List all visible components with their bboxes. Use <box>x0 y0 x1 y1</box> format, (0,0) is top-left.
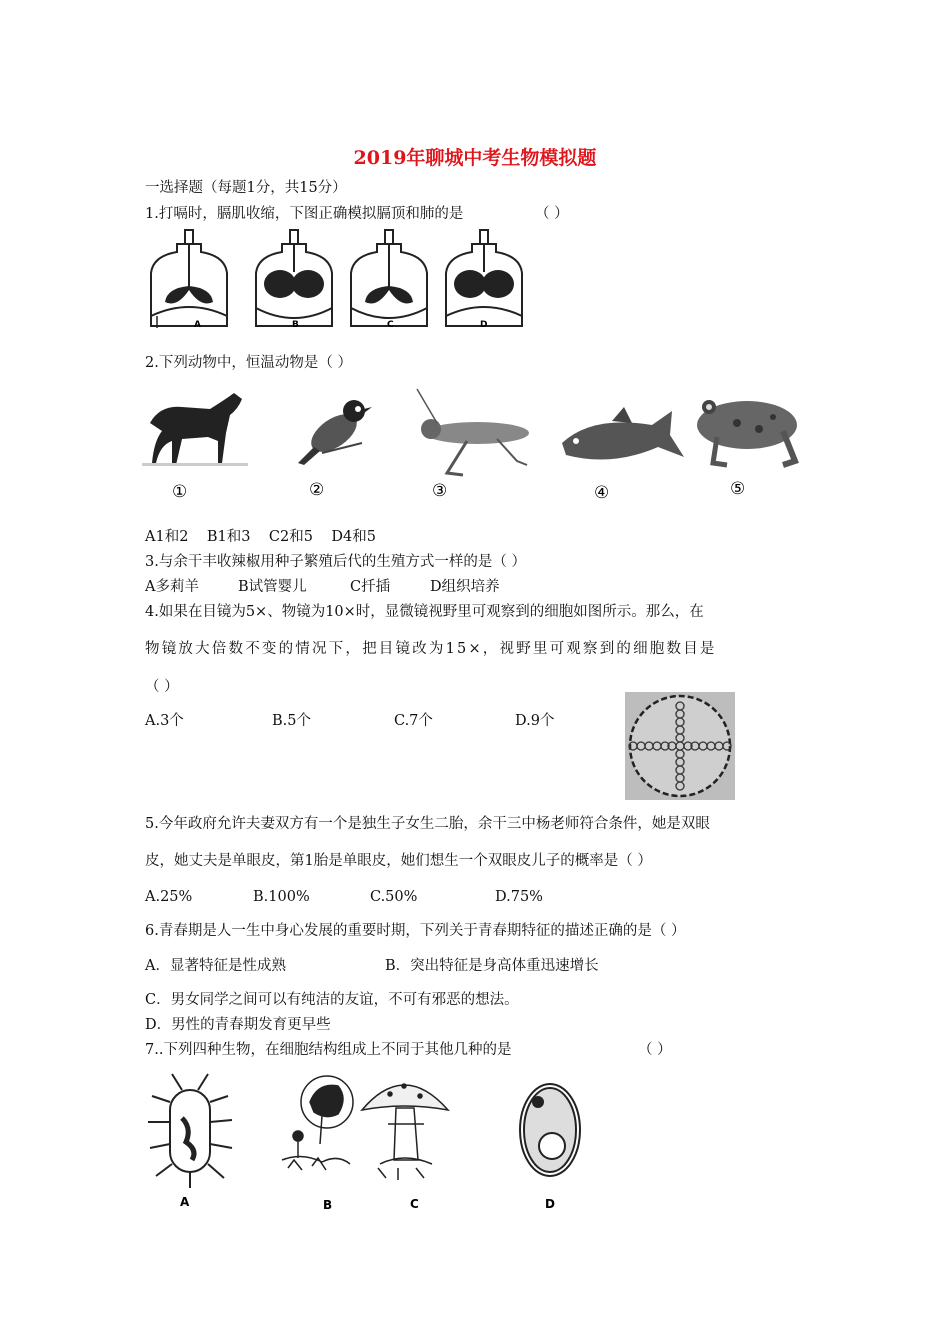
q6-stem: 6.青春期是人一生中身心发展的重要时期，下列关于青春期特征的描述正确的是（ ） <box>145 923 686 939</box>
q2-num-4: ④ <box>594 483 610 503</box>
q5-line1: 5.今年政府允许夫妻双方有一个是独生子女生二胎，余干三中杨老师符合条件，她是双眼 <box>145 816 710 832</box>
q7-label-c: C <box>410 1197 419 1211</box>
q2-animals-figure <box>142 385 812 505</box>
q5-option-c: C.50% <box>370 889 418 905</box>
q3-stem: 3.与余干丰收辣椒用种子繁殖后代的生殖方式一样的是（ ） <box>145 554 526 570</box>
q2-num-1: ① <box>172 482 188 502</box>
mushroom-icon <box>362 1084 448 1180</box>
q6-option-c: C．男女同学之间可以有纯洁的友谊，不可有邪恶的想法。 <box>145 992 519 1008</box>
frog-icon <box>697 400 797 465</box>
q6-option-d: D．男性的青春期发育更早些 <box>145 1017 331 1033</box>
q7-label-a: A <box>180 1195 190 1209</box>
q5-option-d: D.75% <box>495 889 543 905</box>
q2-num-3: ③ <box>432 481 448 501</box>
q3-option-c: C扦插 <box>350 579 391 595</box>
q7-paren: （ ） <box>638 1042 672 1058</box>
q2-num-5: ⑤ <box>730 479 746 499</box>
q4-option-d: D.9个 <box>515 713 555 729</box>
q7-stem: 7..下列四种生物，在细胞结构组成上不同于其他几种的是 <box>145 1042 512 1058</box>
q3-option-d: D组织培养 <box>430 579 500 595</box>
q4-paren: （ ） <box>145 679 179 695</box>
bell-jar-c <box>351 230 427 326</box>
q4-line2: 物镜放大倍数不变的情况下，把目镜改为15×，视野里可观察到的细胞数目是 <box>145 641 717 657</box>
q6-option-b: B．突出特征是身高体重迅速增长 <box>385 958 599 974</box>
bell-jar-a <box>151 230 227 328</box>
q7-organisms-figure <box>142 1068 602 1213</box>
bird-icon <box>298 400 372 465</box>
q7-label-b: B <box>323 1198 333 1212</box>
page-title: 2019年聊城中考生物模拟题 <box>353 147 597 169</box>
mold-icon <box>282 1076 353 1170</box>
q5-option-a: A.25% <box>145 889 193 905</box>
q4-line1: 4.如果在目镜为5×、物镜为10×时，显微镜视野里可观察到的细胞如图所示。那么，在 <box>145 604 704 620</box>
grasshopper-icon <box>417 389 529 475</box>
bell-jar-d <box>446 230 522 326</box>
q3-option-b: B试管婴儿 <box>238 579 307 595</box>
section-heading: 一选择题（每题1分，共15分） <box>145 180 347 196</box>
q5-line2: 皮，她丈夫是单眼皮，第1胎是单眼皮，她们想生一个双眼皮儿子的概率是（ ） <box>145 853 652 869</box>
q1-label-d: D <box>480 320 488 330</box>
q1-paren: （ ） <box>535 206 569 222</box>
q1-label-b: B <box>292 320 299 330</box>
horse-icon <box>142 393 248 466</box>
q2-stem: 2.下列动物中，恒温动物是（ ） <box>145 355 352 371</box>
bell-jar-b <box>256 230 332 326</box>
q2-options: A1和2 B1和3 C2和5 D4和5 <box>145 529 376 545</box>
fish-icon <box>562 407 684 460</box>
q1-label-a: A <box>194 320 201 330</box>
cell-icon <box>520 1084 580 1176</box>
microscope-field-figure <box>625 692 735 800</box>
q5-option-b: B.100% <box>253 889 310 905</box>
q2-num-2: ② <box>309 480 325 500</box>
q4-option-b: B.5个 <box>272 713 311 729</box>
q4-option-c: C.7个 <box>394 713 433 729</box>
q6-option-a: A．显著特征是性成熟 <box>145 958 286 974</box>
bacterium-icon <box>148 1074 232 1188</box>
q1-bell-jar-figure <box>142 228 532 332</box>
q7-label-d: D <box>545 1197 555 1211</box>
q3-option-a: A多莉羊 <box>145 579 199 595</box>
q1-stem: 1.打嗝时，膈肌收缩，下图正确模拟膈顶和肺的是 <box>145 206 464 222</box>
q4-option-a: A.3个 <box>145 713 184 729</box>
q1-label-c: C <box>387 320 394 330</box>
